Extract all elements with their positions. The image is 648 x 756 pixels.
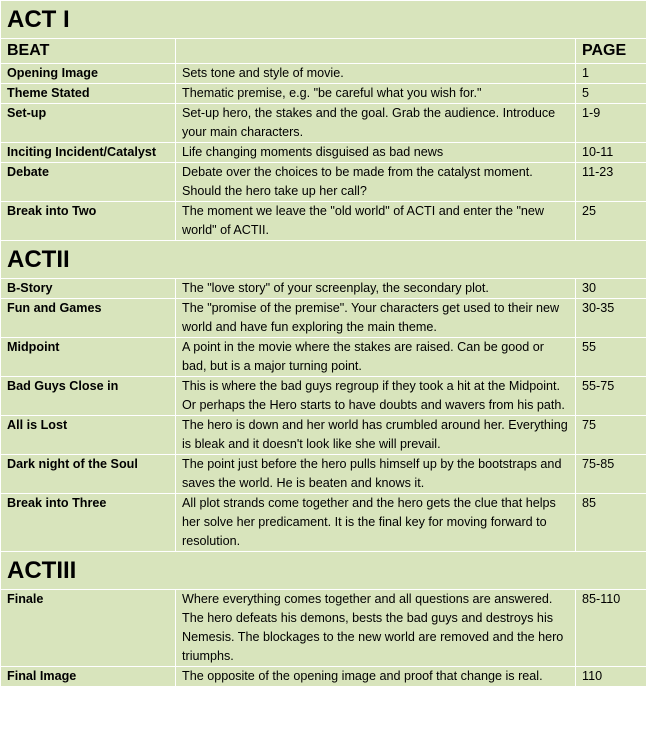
beat-description: All plot strands come together and the hero gets the clue that helps her solve her predicament. It is the final key for moving forward to resolution. — [176, 494, 576, 552]
table-row — [1, 163, 647, 202]
table-row — [1, 667, 647, 687]
beat-page: 25 — [576, 202, 647, 241]
beat-description: Where everything comes together and all questions are answered. The hero defeats his demons, bests the bad guys and destroys his Nemesis. The blockages to the new world are removed and the hero triumphs. — [176, 590, 576, 667]
beat-description: This is where the bad guys regroup if they took a hit at the Midpoint. Or perhaps the Hero starts to have doubts and wavers from his path. — [176, 377, 576, 416]
beat-description: The "promise of the premise". Your characters get used to their new world and have fun exploring the main theme. — [176, 299, 576, 338]
beat-name: All is Lost — [1, 416, 176, 455]
beat-name: Midpoint — [1, 338, 176, 377]
beat-name: B-Story — [1, 279, 176, 299]
beat-page: 11-23 — [576, 163, 647, 202]
beat-name: Dark night of the Soul — [1, 455, 176, 494]
table-row — [1, 84, 647, 104]
beat-page: 10-11 — [576, 143, 647, 163]
beat-name: Final Image — [1, 667, 176, 687]
beat-description: The point just before the hero pulls himself up by the bootstraps and saves the world. He is beaten and knows it. — [176, 455, 576, 494]
table-row — [1, 494, 647, 552]
beat-page: 85-110 — [576, 590, 647, 667]
header-description — [176, 39, 576, 64]
beat-name: Debate — [1, 163, 176, 202]
beat-description: A point in the movie where the stakes are raised. Can be good or bad, but is a major turning point. — [176, 338, 576, 377]
table-row — [1, 416, 647, 455]
table-row — [1, 590, 647, 667]
beat-name: Bad Guys Close in — [1, 377, 176, 416]
header-beat: BEAT — [1, 39, 176, 64]
table-row — [1, 338, 647, 377]
beat-page: 30 — [576, 279, 647, 299]
beat-page: 55-75 — [576, 377, 647, 416]
table-row — [1, 299, 647, 338]
beat-description: Debate over the choices to be made from the catalyst moment. Should the hero take up her call? — [176, 163, 576, 202]
beat-page: 1 — [576, 64, 647, 84]
act-title: ACTII — [1, 241, 647, 279]
table-row — [1, 64, 647, 84]
beat-name: Fun and Games — [1, 299, 176, 338]
table-row — [1, 279, 647, 299]
beat-description: The moment we leave the "old world" of ACTI and enter the "new world" of ACTII. — [176, 202, 576, 241]
table-row — [1, 143, 647, 163]
beat-description: The opposite of the opening image and proof that change is real. — [176, 667, 576, 687]
table-row — [1, 202, 647, 241]
beat-name: Theme Stated — [1, 84, 176, 104]
beat-page: 75 — [576, 416, 647, 455]
beat-sheet-body — [1, 1, 647, 687]
beat-description: Set-up hero, the stakes and the goal. Grab the audience. Introduce your main characters. — [176, 104, 576, 143]
beat-name: Set-up — [1, 104, 176, 143]
beat-page: 30-35 — [576, 299, 647, 338]
beat-name: Break into Three — [1, 494, 176, 552]
table-row — [1, 104, 647, 143]
beat-page: 5 — [576, 84, 647, 104]
table-row — [1, 377, 647, 416]
beat-page: 110 — [576, 667, 647, 687]
beat-page: 75-85 — [576, 455, 647, 494]
act-heading-row — [1, 552, 647, 590]
beat-description: The "love story" of your screenplay, the secondary plot. — [176, 279, 576, 299]
header-page: PAGE — [576, 39, 647, 64]
act-title: ACT I — [1, 1, 647, 39]
table-header-row — [1, 39, 647, 64]
act-heading-row — [1, 1, 647, 39]
beat-page: 85 — [576, 494, 647, 552]
beat-description: Thematic premise, e.g. "be careful what you wish for." — [176, 84, 576, 104]
act-heading-row — [1, 241, 647, 279]
beat-name: Finale — [1, 590, 176, 667]
beat-name: Break into Two — [1, 202, 176, 241]
beat-description: The hero is down and her world has crumbled around her. Everything is bleak and it doesn't look like she will prevail. — [176, 416, 576, 455]
beat-description: Sets tone and style of movie. — [176, 64, 576, 84]
beat-page: 1-9 — [576, 104, 647, 143]
beat-page: 55 — [576, 338, 647, 377]
act-title: ACTIII — [1, 552, 647, 590]
beat-name: Inciting Incident/Catalyst — [1, 143, 176, 163]
beat-name: Opening Image — [1, 64, 176, 84]
table-row — [1, 455, 647, 494]
beat-description: Life changing moments disguised as bad news — [176, 143, 576, 163]
